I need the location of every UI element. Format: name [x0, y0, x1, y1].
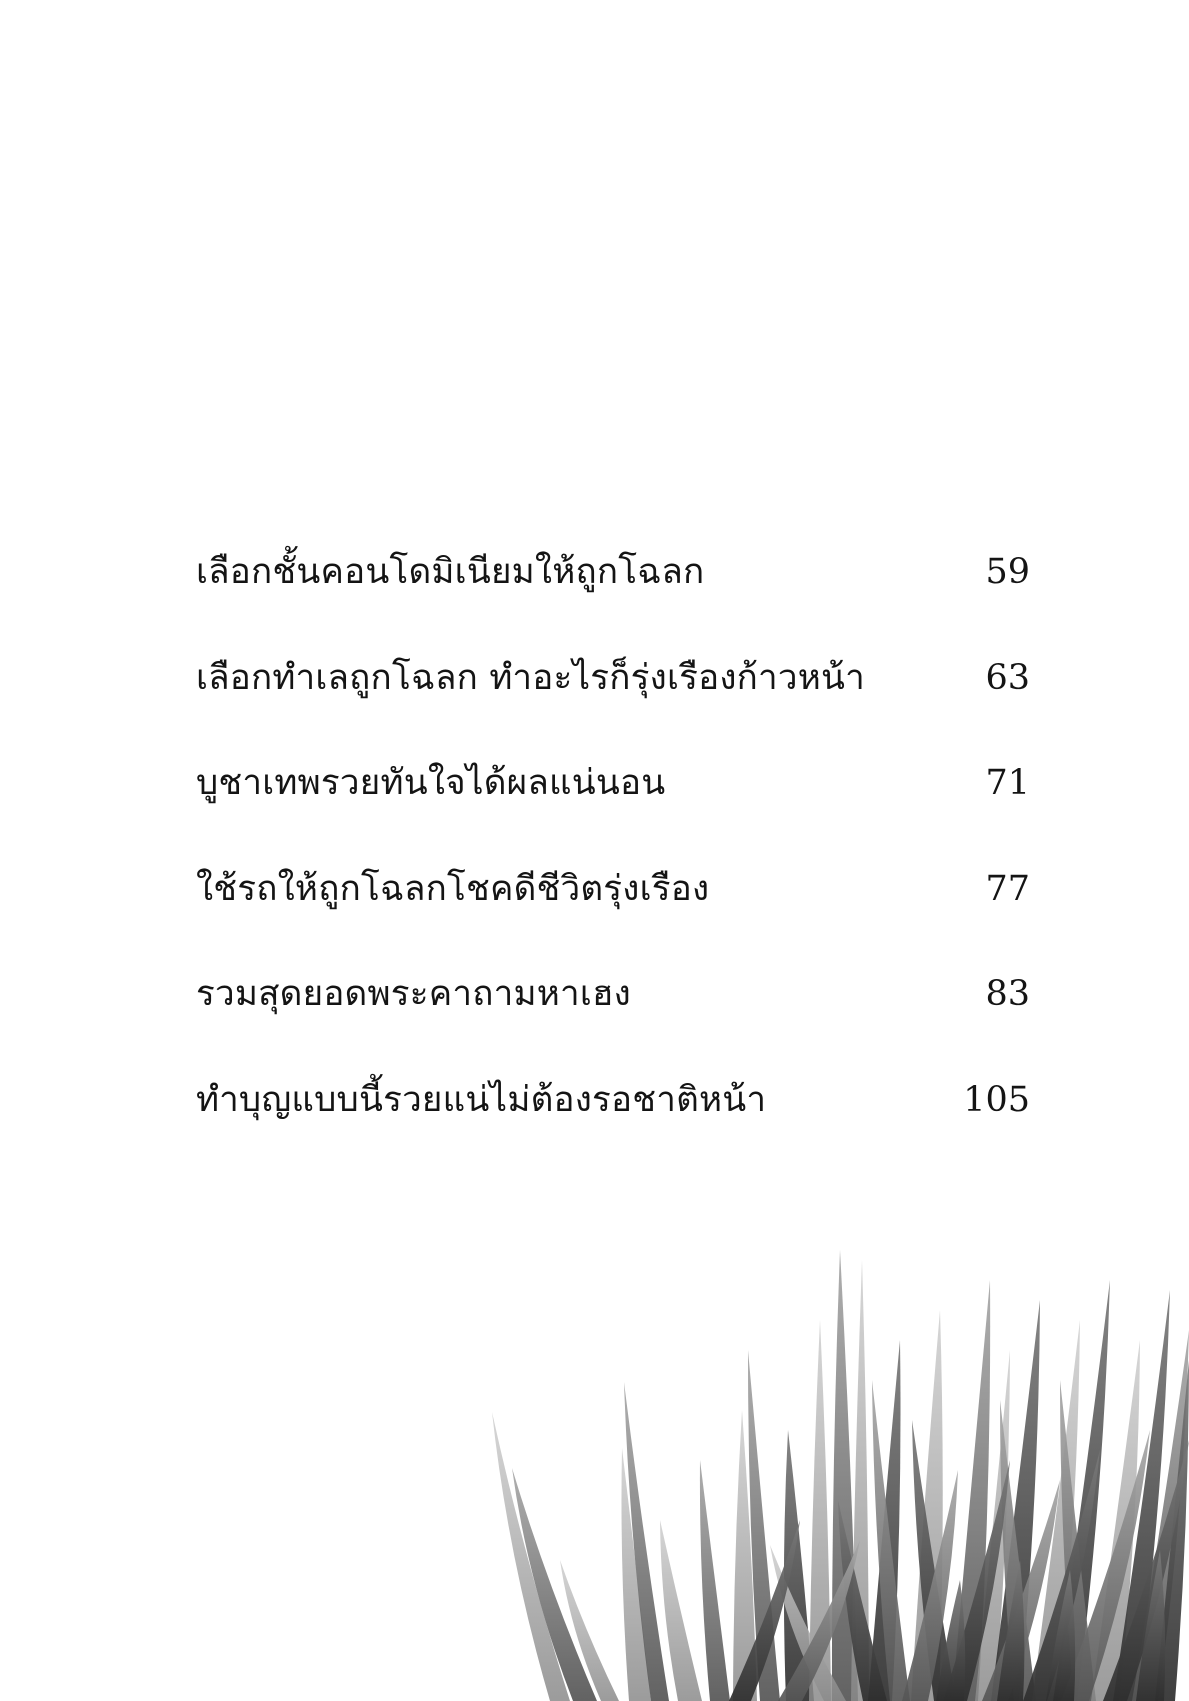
grass-blade — [936, 1580, 965, 1701]
toc-entry-page: 71 — [985, 763, 1030, 804]
toc-entry — [196, 970, 1030, 1076]
toc-entry-title: เลือกทำเลถูกโฉลก ทำอะไรก็รุ่งเรืองก้าวหน้า — [196, 657, 865, 698]
toc-entry-title: ทำบุญแบบนี้รวยแน่ไม่ต้องรอชาติหน้า — [196, 1079, 767, 1120]
grass-blade — [492, 1412, 570, 1701]
grass-blade — [851, 1260, 869, 1701]
grass-blade — [1091, 1340, 1140, 1701]
toc-entry-page: 105 — [963, 1079, 1030, 1120]
toc-entry-page: 77 — [985, 868, 1030, 909]
grass-blade — [733, 1410, 757, 1701]
grass-blade — [868, 1340, 901, 1701]
grass-blade — [621, 1448, 651, 1701]
grass-blade — [1132, 1330, 1189, 1701]
grass-blade — [872, 1380, 910, 1701]
toc-entry-title: เลือกชั้นคอนโดมิเนียมให้ถูกโฉลก — [196, 552, 705, 592]
grass-blade — [1136, 1550, 1165, 1701]
grass-blade — [1060, 1380, 1096, 1701]
grass-blade — [943, 1460, 1010, 1701]
grass-blade — [1155, 1360, 1189, 1701]
grass-blade — [512, 1468, 597, 1701]
grass-blade — [624, 1382, 669, 1701]
grass-blade — [952, 1280, 990, 1701]
grass-blade — [778, 1540, 860, 1701]
grass-blade — [1061, 1430, 1150, 1701]
toc-entry — [196, 759, 1030, 865]
grass-blade — [784, 1430, 814, 1701]
grass-blade — [1053, 1280, 1110, 1701]
grass-blade — [1023, 1450, 1100, 1701]
grass-blade — [997, 1560, 1024, 1701]
grass-blade — [770, 1545, 846, 1701]
toc-entry-title: ใช้รถให้ถูกโฉลกโชคดีชีวิตรุ่งเรือง — [196, 868, 710, 909]
grass-blade — [809, 1320, 831, 1701]
toc-entry-title: บูชาเทพรวยทันใจได้ผลแน่นอน — [196, 763, 666, 804]
grass-blade — [982, 1480, 1060, 1701]
grass-blade — [1000, 1400, 1036, 1701]
toc-entry-page: 59 — [985, 552, 1030, 592]
grass-blade — [838, 1500, 887, 1701]
grass-blade — [660, 1520, 702, 1701]
grass-blade — [975, 1350, 1010, 1701]
toc-entry — [196, 654, 1030, 760]
toc-entry-page: 63 — [985, 657, 1030, 698]
grass-blade — [991, 1300, 1040, 1701]
grass-blade — [1103, 1440, 1189, 1701]
grass-blade — [748, 1350, 780, 1701]
grass-blade — [560, 1560, 619, 1701]
grass-blade — [1032, 1320, 1080, 1701]
grass-blade — [902, 1470, 958, 1701]
grass-blade — [832, 1250, 858, 1701]
grass-blade — [729, 1520, 800, 1701]
toc-entry-title: รวมสุดยอดพระคาถามหาเฮง — [196, 974, 631, 1015]
grass-blade — [700, 1460, 730, 1701]
grass-blade — [911, 1310, 943, 1701]
grass-blade — [1046, 1570, 1075, 1701]
grass-blade — [912, 1420, 956, 1701]
toc-entry — [196, 1076, 1030, 1182]
toc-entry — [196, 548, 1030, 654]
toc-entry-page: 83 — [985, 974, 1030, 1015]
table-of-contents — [196, 548, 1030, 1182]
toc-entry — [196, 865, 1030, 971]
grass-blade — [1113, 1290, 1170, 1701]
